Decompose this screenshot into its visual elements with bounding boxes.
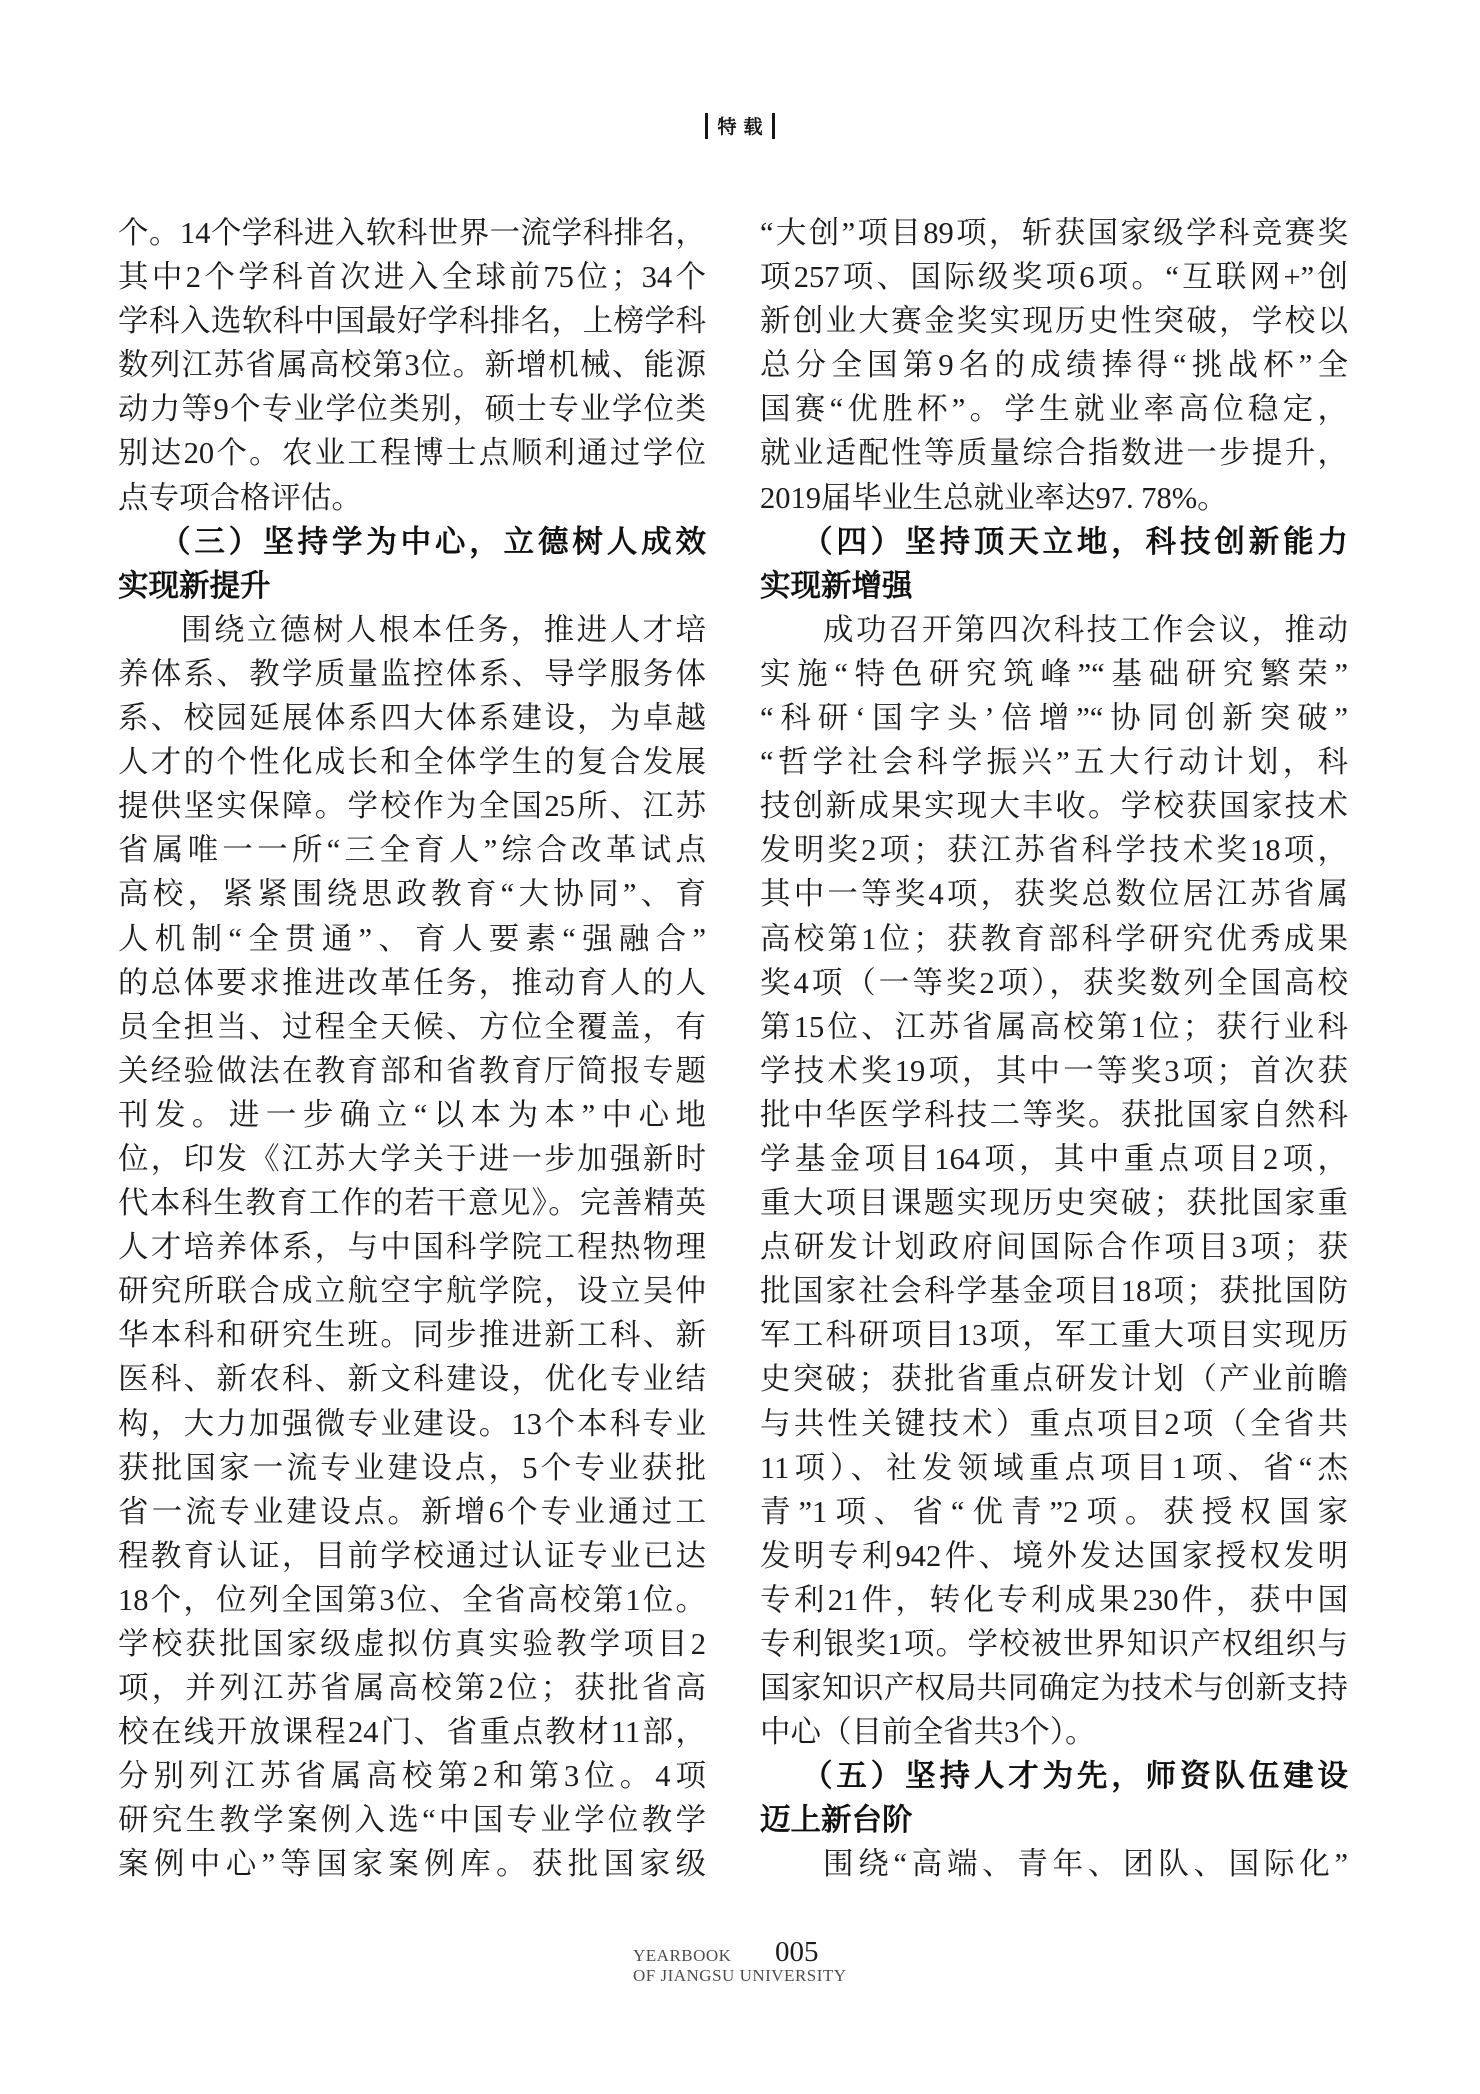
text-line: 重大项目课题实现历史突破；获批国家重: [760, 1186, 1348, 1221]
heading-line: （五）坚持人才为先，师资队伍建设: [802, 1759, 1348, 1794]
text-line: 别达20个。农业工程博士点顺利通过学位: [118, 436, 706, 471]
text-line: 系、校园延展体系四大体系建设，为卓越: [118, 701, 706, 736]
text-line: 史突破；获批省重点研发计划（产业前瞻: [760, 1362, 1348, 1397]
text-line: 点专项合格评估。: [118, 480, 362, 515]
text-line: “哲学社会科学振兴”五大行动计划，科: [760, 745, 1348, 780]
text-line: 校在线开放课程24门、省重点教材11部，: [118, 1715, 706, 1750]
section-tag: [0, 112, 1480, 139]
text-line: 学技术奖19项，其中一等奖3项；首次获: [760, 1053, 1348, 1088]
heading-line: 实现新增强: [760, 568, 913, 603]
text-line: 国家知识产权局共同确定为技术与创新支持: [760, 1671, 1348, 1706]
text-line: 的总体要求推进改革任务，推动育人的人: [118, 965, 706, 1000]
text-line: “大创”项目89项，斩获国家级学科竞赛奖: [760, 216, 1348, 250]
text-line: 18个，位列全国第3位、全省高校第1位。: [118, 1582, 706, 1617]
text-line: 动力等9个专业学位类别，硕士专业学位类: [118, 392, 706, 427]
text-line: 学校获批国家级虚拟仿真实验教学项目2: [118, 1627, 706, 1661]
text-line: 专利21件，转化专利成果230件，获中国: [760, 1582, 1348, 1617]
text-line: 项257项、国际级奖项6项。“互联网+”创: [760, 260, 1348, 295]
text-line: 奖4项（一等奖2项），获奖数列全国高校: [760, 965, 1348, 1000]
text-line: 人才培养体系，与中国科学院工程热物理: [118, 1230, 706, 1265]
text-line: 个。14个学科进入软科世界一流学科排名，: [118, 216, 706, 250]
text-line: 成功召开第四次科技工作会议，推动: [823, 612, 1348, 647]
text-line: 发明奖2项；获江苏省科学技术奖18项，: [760, 833, 1348, 868]
text-line: 第15位、江苏省属高校第1位；获行业科: [760, 1009, 1348, 1044]
text-line: 军工科研项目13项，军工重大项目实现历: [760, 1318, 1348, 1353]
text-line: 批国家社会科学基金项目18项；获批国防: [760, 1274, 1348, 1309]
text-line: 案例中心”等国家案例库。获批国家级: [118, 1847, 706, 1882]
text-line: 人机制“全贯通”、育人要素“强融合”: [118, 921, 706, 956]
text-line: 青”1项、省“优青”2项。获授权国家: [760, 1494, 1348, 1529]
heading-line: （三）坚持学为中心，立德树人成效: [160, 524, 706, 559]
text-line: 提供坚实保障。学校作为全国25所、江苏: [118, 789, 706, 824]
text-line: 位，印发《江苏大学关于进一步加强新时: [118, 1141, 706, 1176]
text-line: “科研‘国字头’倍增”“协同创新突破”: [760, 701, 1348, 736]
text-line: 刊发。进一步确立“以本为本”中心地: [118, 1097, 706, 1132]
heading-line: （四）坚持顶天立地，科技创新能力: [802, 524, 1348, 559]
text-line: 省属唯一一所“三全育人”综合改革试点: [118, 833, 706, 868]
text-line: 研究所联合成立航空宇航学院，设立吴仲: [118, 1274, 706, 1309]
section-tag-label: 特载: [717, 117, 770, 138]
text-line: 学基金项目164项，其中重点项目2项，: [760, 1141, 1348, 1176]
page-number: 005: [775, 1936, 819, 1968]
text-line: 批中华医学科技二等奖。获批国家自然科: [760, 1097, 1348, 1132]
text-line: 实施“特色研究筑峰”“基础研究繁荣”: [760, 656, 1348, 691]
text-line: 构，大力加强微专业建设。13个本科专业: [118, 1406, 706, 1441]
text-line: 人才的个性化成长和全体学生的复合发展: [118, 745, 706, 780]
text-line: 研究生教学案例入选“中国专业学位教学: [118, 1803, 706, 1838]
text-line: 华本科和研究生班。同步推进新工科、新: [118, 1318, 706, 1353]
right-text-column: [760, 211, 1348, 1887]
text-line: 获批国家一流专业建设点，5个专业获批: [118, 1450, 706, 1485]
text-line: 就业适配性等质量综合指数进一步提升，: [760, 436, 1348, 471]
heading-line: 实现新提升: [118, 568, 271, 603]
text-line: 专利银奖1项。学校被世界知识产权组织与: [760, 1627, 1348, 1661]
text-line: 关经验做法在教育部和省教育厅简报专题: [118, 1053, 706, 1088]
text-line: 分别列江苏省属高校第2和第3位。4项: [118, 1759, 706, 1794]
text-line: 高校，紧紧围绕思政教育“大协同”、育: [118, 877, 706, 912]
section-tag-left-bar: [705, 113, 708, 139]
text-line: 高校第1位；获教育部科学研究优秀成果: [760, 921, 1348, 956]
text-line: 点研发计划政府间国际合作项目3项；获: [760, 1230, 1348, 1265]
text-line: 医科、新农科、新文科建设，优化专业结: [118, 1362, 706, 1397]
text-line: 省一流专业建设点。新增6个专业通过工: [118, 1494, 706, 1529]
brand-line2: OF JIANGSU UNIVERSITY: [633, 1966, 847, 1985]
text-line: 技创新成果实现大丰收。学校获国家技术: [760, 789, 1348, 824]
text-line: 总分全国第9名的成绩捧得“挑战杯”全: [760, 348, 1348, 383]
left-text-column: [118, 211, 706, 1887]
text-line: 员全担当、过程全天候、方位全覆盖，有: [118, 1009, 706, 1044]
text-line: 其中一等奖4项，获奖总数位居江苏省属: [760, 877, 1348, 912]
section-tag-right-bar: [772, 113, 775, 139]
text-line: 项，并列江苏省属高校第2位；获批省高: [118, 1671, 706, 1706]
brand-line1: YEARBOOK: [633, 1946, 732, 1965]
text-line: 程教育认证，目前学校通过认证专业已达: [118, 1538, 706, 1573]
text-line: 中心（目前全省共3个）。: [760, 1715, 1096, 1750]
page-footer: [633, 1938, 893, 1998]
text-line: 与共性关键技术）重点项目2项（全省共: [760, 1406, 1348, 1441]
heading-line: 迈上新台阶: [760, 1803, 913, 1838]
text-line: 其中2个学科首次进入全球前75位；34个: [118, 260, 706, 295]
text-line: 代本科生教育工作的若干意见》。完善精英: [118, 1186, 706, 1221]
text-line: 养体系、教学质量监控体系、导学服务体: [118, 656, 706, 691]
text-line: 数列江苏省属高校第3位。新增机械、能源: [118, 348, 706, 383]
text-line: 发明专利942件、境外发达国家授权发明: [760, 1538, 1348, 1573]
text-line: 围绕“高端、青年、团队、国际化”: [823, 1847, 1348, 1882]
text-line: 学科入选软科中国最好学科排名，上榜学科: [118, 304, 706, 339]
text-line: 围绕立德树人根本任务，推进人才培: [181, 612, 706, 647]
text-line: 国赛“优胜杯”。学生就业率高位稳定，: [760, 392, 1348, 427]
text-line: 11项）、社发领域重点项目1项、省“杰: [760, 1450, 1348, 1485]
text-line: 2019届毕业生总就业率达97. 78%。: [760, 480, 1228, 515]
text-line: 新创业大赛金奖实现历史性突破，学校以: [760, 304, 1348, 339]
